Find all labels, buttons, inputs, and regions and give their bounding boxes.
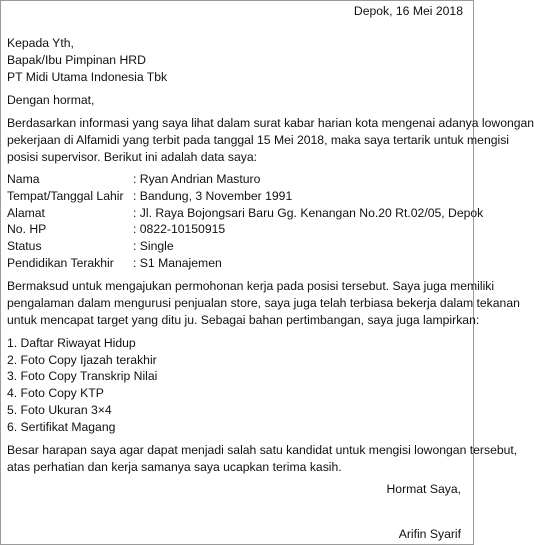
detail-label-nama: Nama [7,172,40,186]
attachment-item: 6. Sertifikat Magang [7,420,116,434]
detail-label-pendidikan: Pendidikan Terakhir [7,256,114,270]
attachment-item: 5. Foto Ukuran 3×4 [7,403,112,417]
detail-value-ttl: : Bandung, 3 November 1991 [133,189,293,203]
greeting: Dengan hormat, [7,93,95,107]
detail-label-hp: No. HP [7,222,47,236]
letter-date: Depok, 16 Mei 2018 [353,4,463,18]
recipient-line-2: Bapak/Ibu Pimpinan HRD [7,53,146,67]
attachment-item: 4. Foto Copy KTP [7,386,104,400]
closing-line-1: Besar harapan saya agar dapat menjadi salah satu kandidat untuk mengisi lowongan tersebut, [7,443,518,457]
body-line-1: Bermaksud untuk mengajukan permohonan kerja pada posisi tersebut. Saya juga memiliki [7,279,495,293]
detail-value-hp: : 0822-10150915 [133,222,226,236]
recipient-line-3: PT Midi Utama Indonesia Tbk [7,70,168,84]
detail-value-nama: : Ryan Andrian Masturo [133,172,261,186]
detail-value-pendidikan: : S1 Manajemen [133,256,222,270]
body-line-3: untuk mencapat target yang ditu ju. Sebagai bahan pertimbangan, saya juga lampirkan: [7,313,480,327]
body-line-2: pengalaman dalam mengurusi penjualan store, saya juga telah terbiasa bekerja dalam tekanan [7,296,520,310]
intro-line-1: Berdasarkan informasi yang saya lihat dalam surat kabar harian kota mengenai adanya lowongan [7,116,534,130]
detail-value-alamat: : Jl. Raya Bojongsari Baru Gg. Kenangan No.20 Rt.02/05, Depok [133,206,484,220]
recipient-line-1: Kepada Yth, [7,36,74,50]
detail-label-status: Status [7,239,42,253]
closing-line-2: atas perhatian dan kerja samanya saya ucapkan terima kasih. [7,460,342,474]
attachment-item: 2. Foto Copy Ijazah terakhir [7,353,157,367]
detail-label-ttl: Tempat/Tanggal Lahir [7,189,124,203]
signer-name: Arifin Syarif [398,527,461,541]
intro-line-3: posisi supervisor. Berikut ini adalah data saya: [7,150,257,164]
intro-line-2: pekerjaan di Alfamidi yang terbit pada tanggal 15 Mei 2018, maka saya tertarik untuk mengisi [7,133,510,147]
signoff: Hormat Saya, [386,482,461,496]
detail-label-alamat: Alamat [7,206,45,220]
attachment-item: 1. Daftar Riwayat Hidup [7,336,136,350]
attachment-item: 3. Foto Copy Transkrip Nilai [7,369,158,383]
detail-value-status: : Single [133,239,174,253]
